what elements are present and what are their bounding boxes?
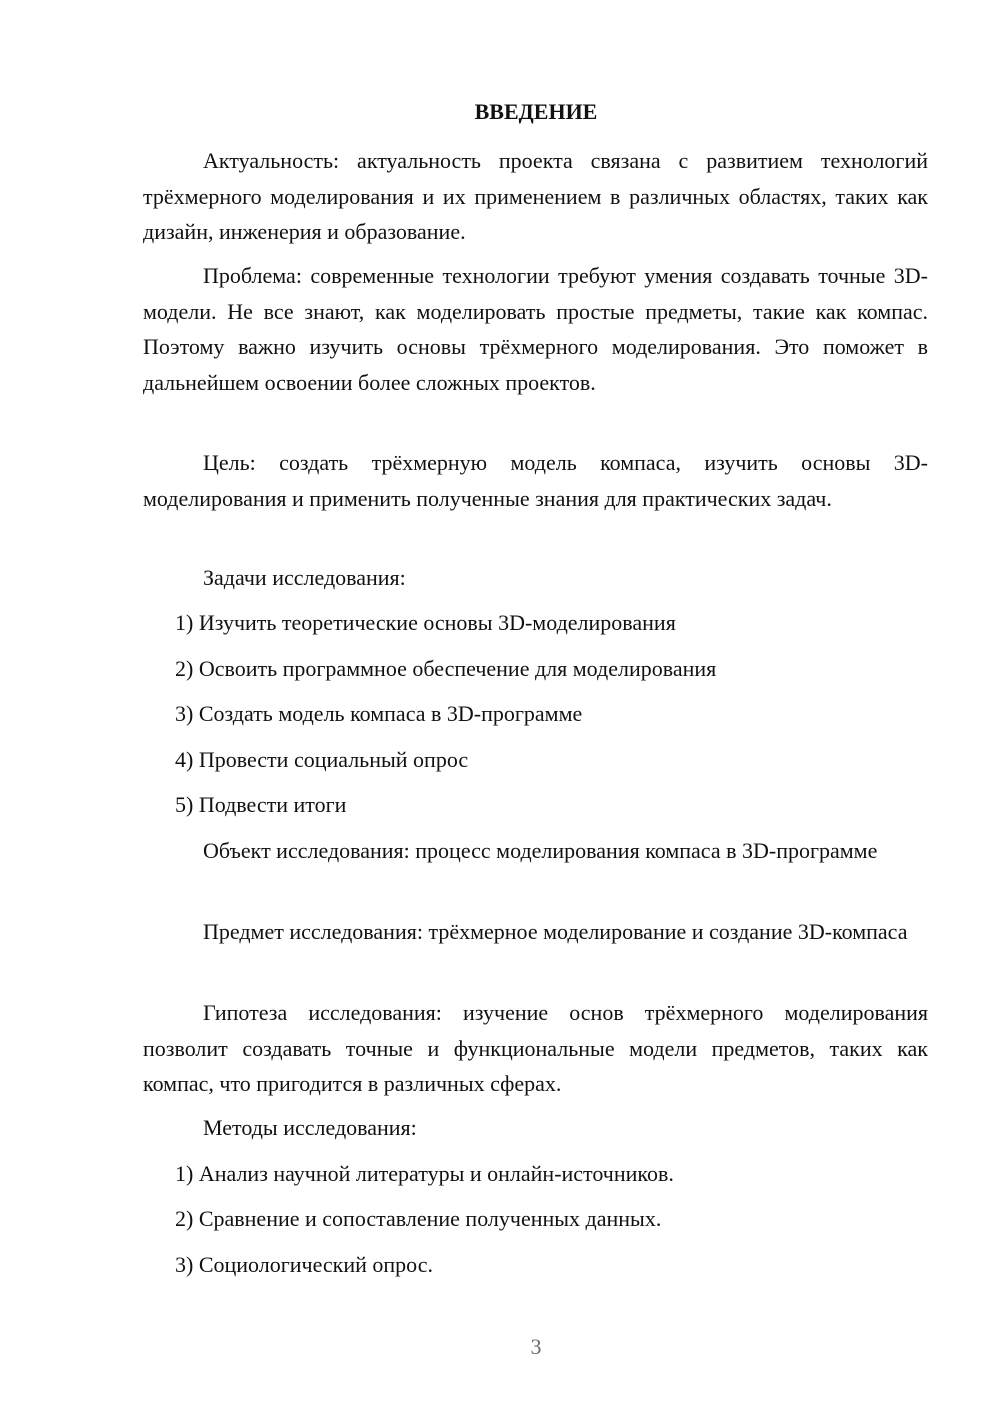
tasks-title: Задачи исследования: xyxy=(203,565,406,590)
list-item: 3) Создать модель компаса в 3D-программе xyxy=(175,701,583,726)
hypothesis-paragraph: Гипотеза исследования: изучение основ трёхмерного моделирования позволит создавать точные и функциональные модели предметов, таких как компас, что пригодится в различных сферах. xyxy=(143,1000,928,1096)
list-item: 1) Изучить теоретические основы 3D-моделирования xyxy=(175,610,676,635)
list-item: 2) Сравнение и сопоставление полученных данных. xyxy=(175,1206,662,1231)
relevance-paragraph: Актуальность: актуальность проекта связана с развитием технологий трёхмерного моделирования и их применением в различных областях, таких как дизайн, инженерия и образование. xyxy=(143,148,928,244)
object-paragraph: Объект исследования: процесс моделирования компаса в 3D-программе xyxy=(203,838,878,863)
list-item: 2) Освоить программное обеспечение для моделирования xyxy=(175,656,717,681)
methods-title: Методы исследования: xyxy=(203,1115,417,1140)
goal-paragraph: Цель: создать трёхмерную модель компаса, изучить основы 3D-моделирования и применить полученные знания для практических задач. xyxy=(143,450,928,511)
list-item: 1) Анализ научной литературы и онлайн-источников. xyxy=(175,1161,674,1186)
list-item: 5) Подвести итоги xyxy=(175,792,347,817)
list-item: 3) Социологический опрос. xyxy=(175,1252,433,1277)
problem-paragraph: Проблема: современные технологии требуют умения создавать точные 3D-модели. Не все знают, как моделировать простые предметы, такие как компас. Поэтому важно изучить основы трёхмерного моделирования. Это поможет в дальнейшем освоении более сложных проектов. xyxy=(143,263,928,395)
page-number: 3 xyxy=(530,1334,542,1359)
list-item: 4) Провести социальный опрос xyxy=(175,747,469,772)
section-heading: ВВЕДЕНИЕ xyxy=(474,99,598,124)
subject-paragraph: Предмет исследования: трёхмерное моделирование и создание 3D-компаса xyxy=(203,919,908,944)
